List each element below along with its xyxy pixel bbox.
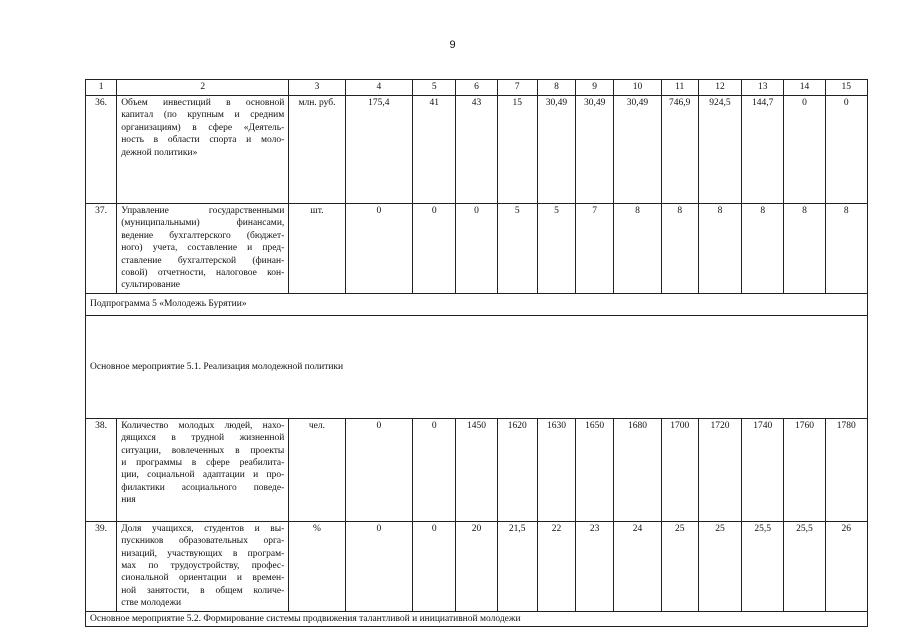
description-line: Управление государственными (121, 206, 285, 216)
description-line: и программы в сфере реабилита- (121, 458, 285, 469)
unit-of-measure: % (289, 521, 345, 611)
indicator-description (117, 521, 289, 611)
indicator-value: 0 (345, 521, 412, 611)
indicator-value: 0 (456, 204, 497, 294)
indicator-value: 0 (825, 96, 867, 204)
indicator-value: 1780 (825, 418, 867, 521)
description-line: (муниципальными) финансами, (121, 218, 285, 229)
indicator-value: 0 (413, 418, 456, 521)
column-number-header-row (86, 80, 868, 96)
row-number: 36. (86, 96, 117, 204)
indicator-description (117, 96, 289, 204)
description-line: стве молодежи (121, 598, 182, 609)
indicator-value: 8 (661, 204, 698, 294)
column-number-header: 15 (825, 80, 867, 96)
indicator-value: 1620 (497, 418, 537, 521)
description-line: Доля учащихся, студентов и вы- (121, 523, 285, 534)
description-line: пускников образовательных орга- (121, 536, 285, 547)
indicator-value: 0 (345, 418, 412, 521)
section-row (86, 293, 868, 315)
description-line: дящихся в трудной жизненной (121, 433, 285, 444)
section-title: Подпрограмма 5 «Молодежь Бурятии» (86, 293, 868, 315)
unit-of-measure: млн. руб. (289, 96, 345, 204)
indicators-table (85, 79, 868, 627)
indicator-value: 25,5 (742, 521, 784, 611)
indicator-value: 1450 (456, 418, 497, 521)
indicator-description (117, 418, 289, 521)
description-line: филактики асоциального поведе- (121, 482, 285, 493)
description-line: ведение бухгалтерского (бюджет- (121, 230, 285, 241)
indicator-row (86, 204, 868, 294)
indicator-value: 8 (698, 204, 741, 294)
indicator-value: 26 (825, 521, 867, 611)
indicator-value: 41 (413, 96, 456, 204)
indicator-value: 8 (614, 204, 661, 294)
indicator-value: 746,9 (661, 96, 698, 204)
indicator-value: 5 (537, 204, 575, 294)
column-number-header: 11 (661, 80, 698, 96)
row-number: 37. (86, 204, 117, 294)
indicator-value: 8 (742, 204, 784, 294)
indicator-value: 30,49 (537, 96, 575, 204)
indicator-value: 924,5 (698, 96, 741, 204)
description-line: организациям) в сфере «Деятель- (121, 122, 285, 133)
section-title: Основное мероприятие 5.2. Формирование системы продвижения талантливой и инициативной молодежи (86, 611, 868, 626)
indicator-value: 20 (456, 521, 497, 611)
column-number-header: 6 (456, 80, 497, 96)
indicator-value: 5 (497, 204, 537, 294)
description-line: ной занятости, в общем количе- (121, 585, 285, 596)
indicator-value: 22 (537, 521, 575, 611)
indicator-row (86, 418, 868, 521)
indicator-value: 25 (698, 521, 741, 611)
row-number: 39. (86, 521, 117, 611)
column-number-header: 1 (86, 80, 117, 96)
description-line: дежной политики» (121, 147, 198, 158)
column-number-header: 14 (784, 80, 825, 96)
section-title: Основное мероприятие 5.1. Реализация молодежной политики (86, 315, 868, 418)
indicator-value: 15 (497, 96, 537, 204)
column-number-header: 3 (289, 80, 345, 96)
description-line: сультирование (121, 280, 181, 291)
description-line: ного) учета, составление и пред- (121, 243, 285, 254)
description-line: ции, социальной адаптации и про- (121, 470, 285, 481)
indicator-value: 144,7 (742, 96, 784, 204)
column-number-header: 8 (537, 80, 575, 96)
unit-of-measure: чел. (289, 418, 345, 521)
row-number: 38. (86, 418, 117, 521)
unit-of-measure: шт. (289, 204, 345, 294)
description-line: Количество молодых людей, нахо- (121, 420, 285, 431)
column-number-header: 13 (742, 80, 784, 96)
column-number-header: 7 (497, 80, 537, 96)
indicator-value: 8 (784, 204, 825, 294)
indicator-value: 175,4 (345, 96, 412, 204)
indicator-value: 1740 (742, 418, 784, 521)
indicator-value: 30,49 (614, 96, 661, 204)
description-line: совой) отчетности, налоговое кон- (121, 268, 285, 279)
column-number-header: 2 (117, 80, 289, 96)
indicator-value: 1760 (784, 418, 825, 521)
indicator-row (86, 521, 868, 611)
description-line: мах по трудоустройству, профес- (121, 561, 285, 572)
description-line: низаций, участвующих в програм- (121, 548, 285, 559)
indicator-value: 0 (345, 204, 412, 294)
indicator-value: 1720 (698, 418, 741, 521)
column-number-header: 5 (413, 80, 456, 96)
description-line: капитал (по крупным и средним (121, 110, 285, 121)
indicator-value: 0 (413, 204, 456, 294)
column-number-header: 9 (576, 80, 614, 96)
indicator-value: 30,49 (576, 96, 614, 204)
indicator-value: 25 (661, 521, 698, 611)
section-row (86, 611, 868, 626)
description-line: Объем инвестиций в основной (121, 98, 285, 108)
indicator-value: 21,5 (497, 521, 537, 611)
indicator-value: 1630 (537, 418, 575, 521)
indicator-value: 0 (784, 96, 825, 204)
column-number-header: 10 (614, 80, 661, 96)
column-number-header: 12 (698, 80, 741, 96)
description-line: ставление бухгалтерской (финан- (121, 255, 285, 266)
indicator-value: 1650 (576, 418, 614, 521)
description-line: ситуации, вовлеченных в проекты (121, 445, 285, 456)
indicator-value: 23 (576, 521, 614, 611)
indicator-value: 0 (413, 521, 456, 611)
page-number: 9 (449, 39, 456, 51)
indicator-value: 25,5 (784, 521, 825, 611)
indicator-description (117, 204, 289, 294)
description-line: ность в области спорта и моло- (121, 135, 285, 146)
description-line: сиональной ориентации и времен- (121, 573, 285, 584)
section-row (86, 315, 868, 418)
indicator-value: 1700 (661, 418, 698, 521)
description-line: ния (121, 495, 136, 506)
indicator-value: 43 (456, 96, 497, 204)
indicator-row (86, 96, 868, 204)
column-number-header: 4 (345, 80, 412, 96)
indicator-value: 7 (576, 204, 614, 294)
indicator-value: 8 (825, 204, 867, 294)
indicator-value: 24 (614, 521, 661, 611)
indicator-value: 1680 (614, 418, 661, 521)
